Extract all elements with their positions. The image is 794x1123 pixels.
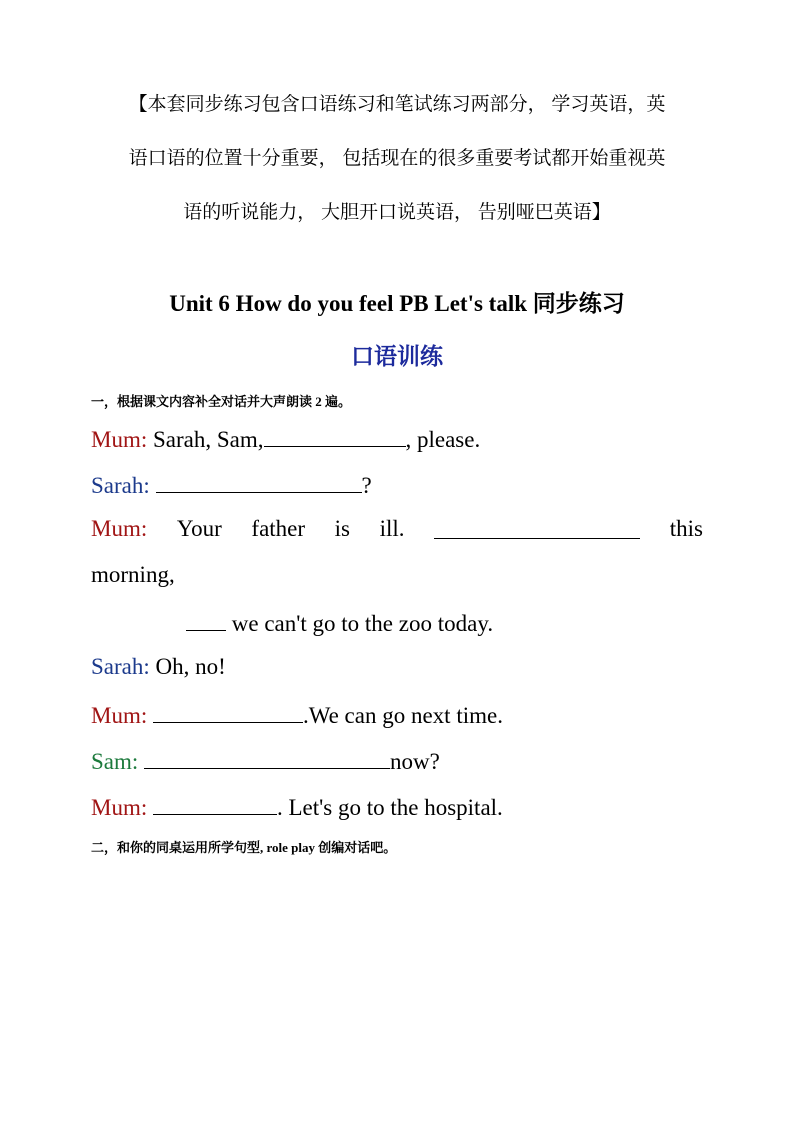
- dialogue-text: . Let's go to the hospital.: [276, 795, 503, 820]
- answer-blank[interactable]: [156, 470, 362, 493]
- answer-blank[interactable]: [153, 700, 303, 723]
- dialogue-line-9: [91, 792, 703, 821]
- speaker-label: Mum:: [91, 516, 148, 541]
- dialogue-text: , please.: [405, 427, 481, 452]
- dialogue-word: Your: [176, 516, 222, 541]
- dialogue-text: we can't go to the zoo today.: [226, 611, 494, 636]
- intro-paragraph: [90, 78, 704, 240]
- dialogue-line-1: [91, 424, 703, 453]
- dialogue-text: ?: [361, 473, 372, 498]
- dialogue-line-4: [91, 562, 703, 588]
- dialogue-word: father: [251, 516, 306, 541]
- dialogue-line-8: [91, 746, 703, 775]
- dialogue-word: ill.: [379, 516, 405, 541]
- intro-line-1: 【本套同步练习包含口语练习和笔试练习两部分， 学习英语，英: [128, 94, 666, 115]
- section-subtitle: 口语训练: [351, 344, 443, 369]
- section1-instruction: 一，根据课文内容补全对话并大声朗读 2 遍。: [91, 394, 352, 409]
- answer-blank[interactable]: [153, 792, 277, 815]
- answer-blank[interactable]: [434, 516, 640, 539]
- speaker-label: Sarah:: [91, 654, 150, 679]
- dialogue-line-6: [91, 654, 703, 680]
- dialogue-word: this: [669, 516, 703, 541]
- speaker-label: Sam:: [91, 749, 139, 774]
- section2-instruction: 二，和你的同桌运用所学句型, role play 创编对话吧。: [91, 840, 397, 855]
- dialogue-word: is: [334, 516, 351, 541]
- intro-line-3: 语的听说能力， 大胆开口说英语， 告别哑巴英语】: [183, 202, 611, 223]
- dialogue-text: now?: [390, 749, 440, 774]
- dialogue-text: Oh, no!: [149, 654, 226, 679]
- speaker-label: Mum:: [91, 795, 148, 820]
- dialogue-text: .We can go next time.: [302, 703, 503, 728]
- dialogue-text: Sarah, Sam,: [147, 427, 264, 452]
- dialogue-line-3: [91, 516, 703, 542]
- dialogue-line-2: [91, 470, 703, 499]
- speaker-label: Sarah:: [91, 473, 150, 498]
- speaker-label: Mum:: [91, 703, 148, 728]
- intro-line-2: 语口语的位置十分重要， 包括现在的很多重要考试都开始重视英: [128, 148, 666, 169]
- answer-blank[interactable]: [264, 424, 406, 447]
- dialogue-line-5: [186, 608, 703, 637]
- dialogue-line-7: [91, 700, 703, 729]
- speaker-label: Mum:: [91, 427, 148, 452]
- answer-blank[interactable]: [186, 608, 226, 631]
- answer-blank[interactable]: [144, 746, 390, 769]
- page-title: Unit 6 How do you feel PB Let's talk 同步练习: [169, 291, 625, 316]
- dialogue-text: morning,: [91, 562, 175, 587]
